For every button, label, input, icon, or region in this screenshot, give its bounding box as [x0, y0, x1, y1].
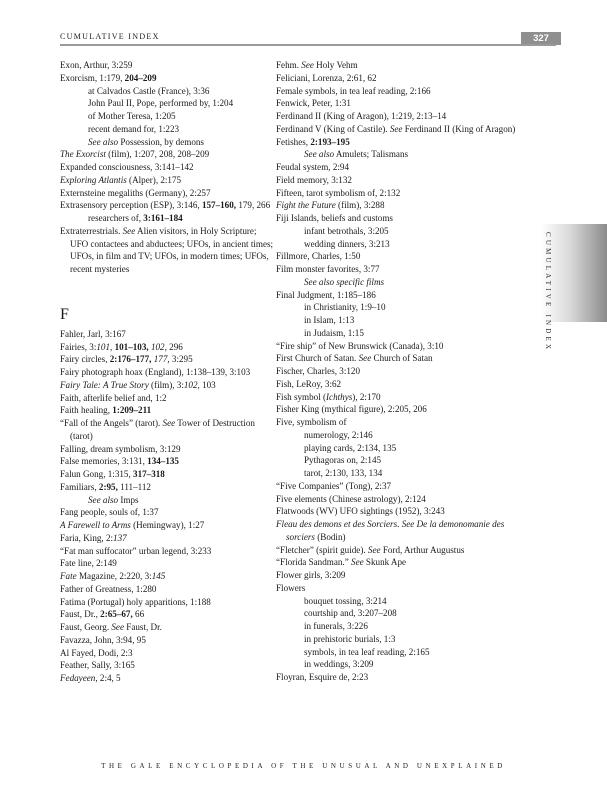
index-subentry: in Judaism, 1:15: [304, 327, 364, 338]
index-entry: Fairy Tale: A True Story (film), 3:102, 103: [60, 379, 216, 390]
index-entry: “Fall of the Angels” (tarot). See Tower of Destruction (tarot): [60, 418, 255, 441]
left-column: [60, 59, 275, 685]
index-entry: Feliciani, Lorenza, 2:61, 62: [276, 72, 377, 83]
index-subentry: in Christianity, 1:9–10: [304, 302, 386, 313]
running-header-title: CUMULATIVE INDEX: [60, 32, 160, 41]
index-entry: Fish symbol (Ichthys), 2:170: [276, 391, 381, 402]
index-entry: False memories, 3:131, 134–135: [60, 456, 179, 467]
index-subentry: in weddings, 3:209: [304, 659, 374, 670]
index-subentry: tarot, 2:130, 133, 134: [304, 468, 383, 478]
section-tab-label: CUMULATIVE INDEX: [544, 232, 552, 353]
index-entry: Fedayeen, 2:4, 5: [60, 673, 121, 683]
index-entry: Fish, LeRoy, 3:62: [276, 378, 342, 389]
index-entry: Five elements (Chinese astrology), 2:124: [276, 493, 426, 504]
index-entry: Faria, King, 2:137: [60, 532, 127, 543]
index-entry: Extraterrestrials. See Alien visitors, in Holy Scripture; UFO contactees and abductees; UFOs, in ancient times; UFOs, in film and TV; UFOs, in modern times; UFOs, recent mysteries: [60, 225, 274, 274]
index-entry: Faust, Dr., 2:65–67, 66: [60, 609, 145, 620]
index-subentry: See also Possession, by demons: [88, 136, 204, 147]
index-entry: Extrasensory perception (ESP), 3:146, 157–160, 179, 266: [60, 200, 271, 211]
index-entry: Ferdinand II (King of Aragon), 1:219, 2:13–14: [276, 111, 447, 121]
index-entry: Film monster favorites, 3:77: [276, 264, 380, 274]
index-entry: “Fire ship” of New Brunswick (Canada), 3:10: [276, 340, 444, 351]
index-subentry: in funerals, 3:226: [304, 621, 368, 631]
right-entries: [276, 59, 526, 684]
index-entry: Fate line, 2:149: [60, 558, 117, 569]
index-entry: Five, symbolism of: [276, 417, 347, 427]
index-entry: Falun Gong, 1:315, 317–318: [60, 469, 165, 479]
index-entry: Al Fayed, Dodi, 2:3: [60, 647, 133, 658]
right-column: [276, 59, 526, 684]
index-entry: Fatima (Portugal) holy apparitions, 1:188: [60, 596, 211, 607]
index-entry: Final Judgment, 1:185–186: [276, 289, 376, 300]
index-entry: Fairies, 3:101, 101–103, 102, 296: [60, 341, 183, 352]
index-entry: “Florida Sandman.” See Skunk Ape: [276, 557, 407, 568]
index-entry: Fairy photograph hoax (England), 1:138–139, 3:103: [60, 367, 251, 377]
running-footer: THE GALE ENCYCLOPEDIA OF THE UNUSUAL AND UNEXPLAINED: [101, 762, 506, 770]
index-entry: Fang people, souls of, 1:37: [60, 507, 159, 518]
index-entry: Fehm. See Holy Vehm: [276, 60, 358, 70]
index-entry: Feudal system, 2:94: [276, 162, 349, 172]
index-entry: “Fat man suffocator” urban legend, 3:233: [60, 545, 212, 556]
index-subentry: wedding dinners, 3:213: [304, 238, 390, 249]
index-subentry: recent demand for, 1:223: [88, 123, 180, 134]
index-entry: Fetishes, 2:193–195: [276, 136, 350, 147]
index-entry: Fillmore, Charles, 1:50: [276, 251, 361, 262]
index-entry: Faust, Georg. See Faust, Dr.: [60, 622, 162, 632]
index-subentry: in prehistoric burials, 1:3: [304, 633, 396, 644]
letter-heading: F: [60, 305, 69, 323]
left-entries-e: [60, 59, 275, 276]
index-entry: First Church of Satan. See Church of Satan: [276, 353, 433, 364]
index-entry: The Exorcist (film), 1:207, 208, 208–209: [60, 149, 210, 160]
index-entry: Favazza, John, 3:94, 95: [60, 634, 146, 645]
index-entry: Flowers: [276, 582, 306, 593]
index-entry: Familiars, 2:95, 111–112: [60, 481, 151, 492]
index-entry: Expanded consciousness, 3:141–142: [60, 162, 194, 172]
index-subentry: symbols, in tea leaf reading, 2:165: [304, 646, 430, 657]
index-entry: Fischer, Charles, 3:120: [276, 366, 360, 376]
page-number: 327: [521, 32, 561, 45]
index-entry: Fenwick, Peter, 1:31: [276, 98, 351, 109]
index-entry: Father of Greatness, 1:280: [60, 583, 157, 594]
index-entry: Fifteen, tarot symbolism of, 2:132: [276, 187, 401, 198]
index-subentry: See also Imps: [88, 494, 139, 505]
header-rule: [60, 44, 556, 46]
index-entry: Female symbols, in tea leaf reading, 2:166: [276, 85, 431, 96]
index-entry: Fate Magazine, 2:220, 3:145: [60, 571, 166, 581]
index-entry: “Fletcher” (spirit guide). See Ford, Arthur Augustus: [276, 544, 465, 555]
index-subentry: at Calvados Castle (France), 3:36: [88, 85, 210, 96]
index-subentry: in Islam, 1:13: [304, 315, 355, 325]
index-entry: Faith healing, 1:209–211: [60, 405, 152, 416]
index-entry: Ferdinand V (King of Castile). See Ferdinand II (King of Aragon): [276, 123, 516, 134]
index-entry: Flower girls, 3:209: [276, 570, 346, 580]
index-entry: Falling, dream symbolism, 3:129: [60, 443, 181, 454]
index-subentry: John Paul II, Pope, performed by, 1:204: [88, 98, 234, 109]
index-entry: Fleau des demons et des Sorciers. See De la demonomanie des sorciers (Bodin): [276, 519, 505, 542]
index-subentry: courtship and, 3:207–208: [304, 608, 397, 619]
index-entry: Exon, Arthur, 3:259: [60, 60, 133, 70]
index-subentry: playing cards, 2:134, 135: [304, 442, 397, 453]
index-entry: Fahler, Jarl, 3:167: [60, 328, 126, 339]
index-subentry: numerology, 2:146: [304, 429, 373, 440]
index-entry: Exploring Atlantis (Alper), 2:175: [60, 174, 182, 185]
index-entry: Exorcism, 1:179, 204–209: [60, 72, 157, 83]
index-subentry: See also Amulets; Talismans: [304, 149, 409, 160]
index-entry: Fairy circles, 2:176–177, 177, 3:295: [60, 354, 193, 365]
index-entry: Floyran, Esquire de, 2:23: [276, 672, 369, 682]
index-subentry: Pythagoras on, 2:145: [304, 455, 382, 466]
index-subentry: See also specific films: [304, 276, 385, 287]
index-subentry: infant betrothals, 3:205: [304, 225, 389, 236]
index-entry: Flatwoods (WV) UFO sightings (1952), 3:243: [276, 506, 445, 517]
index-entry: Fight the Future (film), 3:288: [276, 200, 385, 211]
index-subentry: bouquet tossing, 3:214: [304, 595, 387, 606]
index-entry: A Farewell to Arms (Hemingway), 1:27: [60, 520, 205, 530]
index-entry: “Five Companies” (Tong), 2:37: [276, 480, 392, 491]
index-entry: Fisher King (mythical figure), 2:205, 206: [276, 404, 427, 415]
left-entries-f: [60, 328, 275, 685]
index-entry: Feather, Sally, 3:165: [60, 660, 135, 671]
index-subentry: researchers of, 3:161–184: [88, 213, 183, 223]
index-entry: Faith, afterlife belief and, 1:2: [60, 392, 167, 403]
index-entry: Field memory, 3:132: [276, 174, 352, 185]
index-entry: Externsteine megaliths (Germany), 2:257: [60, 187, 211, 198]
index-subentry: of Mother Teresa, 1:205: [88, 111, 176, 121]
index-entry: Fiji Islands, beliefs and customs: [276, 213, 393, 223]
